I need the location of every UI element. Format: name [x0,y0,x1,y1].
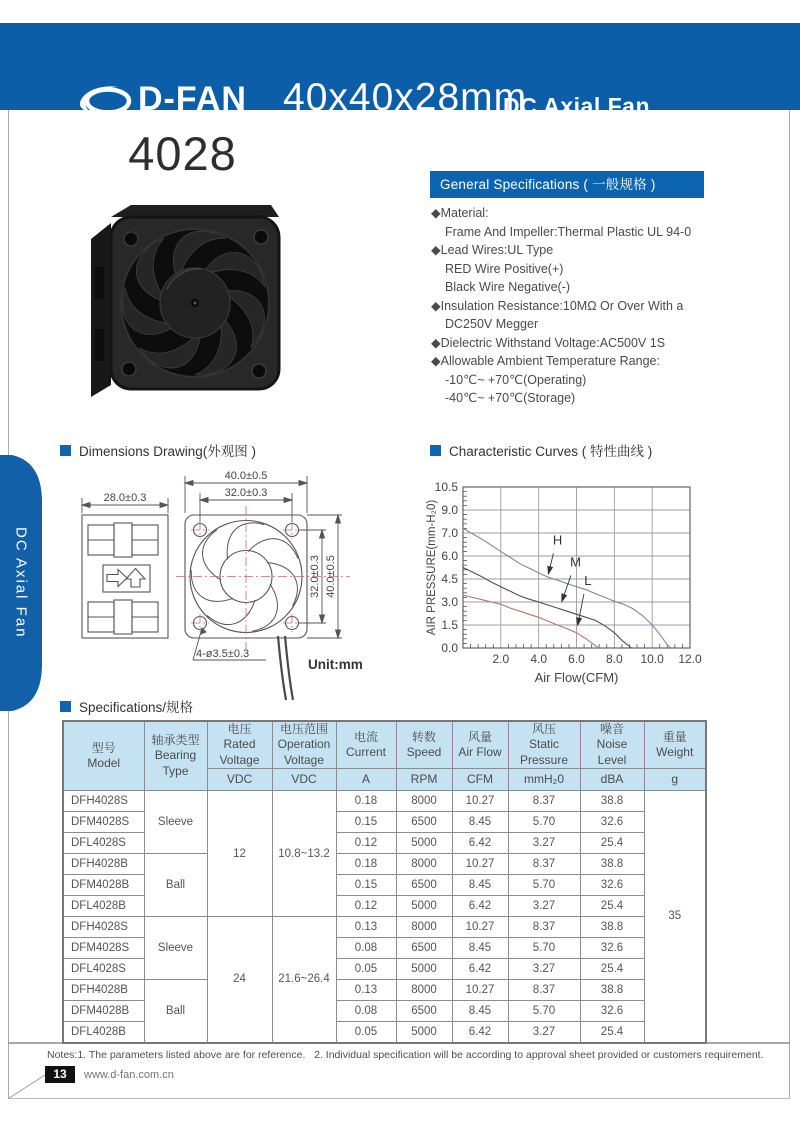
spec-item: -10℃~ +70℃(Operating) [445,372,587,387]
cell-airflow: 6.42 [452,833,508,854]
cell-model: DFM4028S [63,938,144,959]
cell-current: 0.12 [336,833,396,854]
cell-pressure: 8.37 [508,854,580,875]
y-tick-label: 7.0 [441,526,458,540]
section-title-curves [430,440,652,460]
column-unit: mmH₂0 [508,769,580,791]
cell-speed: 6500 [396,1001,452,1022]
cell-airflow: 8.45 [452,938,508,959]
column-unit: A [336,769,396,791]
cell-pressure: 5.70 [508,938,580,959]
cell-model: DFH4028B [63,980,144,1001]
brand-name: D-FAN [138,80,247,118]
spec-item: ◆Material: [431,206,489,220]
cell-current: 0.13 [336,980,396,1001]
cell-speed: 6500 [396,938,452,959]
cell-noise: 38.8 [580,791,644,812]
cell-operation-voltage: 10.8~13.2 [272,791,336,917]
y-tick-label: 10.5 [434,480,458,494]
cell-bearing: Ball [144,980,207,1043]
curve-H [463,528,671,648]
cell-weight: 35 [644,791,706,1043]
cell-airflow: 10.27 [452,791,508,812]
cell-airflow: 8.45 [452,1001,508,1022]
y-tick-label: 1.5 [441,618,458,632]
cell-speed: 5000 [396,1022,452,1043]
y-tick-label: 3.0 [441,595,458,609]
x-tick-label: 6.0 [568,652,585,666]
cell-pressure: 5.70 [508,1001,580,1022]
cell-pressure: 5.70 [508,875,580,896]
column-header: 噪音 Noise Level [580,721,644,769]
curve-M [463,568,631,649]
column-unit: VDC [272,769,336,791]
y-tick-label: 6.0 [441,549,458,563]
curve-label-L: L [584,573,592,589]
column-header: 轴承类型 Bearing Type [144,721,207,791]
cell-noise: 25.4 [580,833,644,854]
cell-current: 0.15 [336,875,396,896]
column-header: 电压范围 Operation Voltage [272,721,336,769]
cell-model: DFH4028S [63,917,144,938]
cell-pressure: 5.70 [508,812,580,833]
column-unit: CFM [452,769,508,791]
spec-item: ◆Lead Wires:UL Type [431,243,554,257]
cell-speed: 8000 [396,917,452,938]
column-header: 转数 Speed [396,721,452,769]
spec-item: RED Wire Positive(+) [445,261,564,276]
cell-noise: 25.4 [580,896,644,917]
page-number-badge: 13 [45,1066,75,1083]
x-tick-label: 12.0 [678,652,702,666]
cell-model: DFL4028B [63,1022,144,1043]
cell-pressure: 3.27 [508,833,580,854]
cell-noise: 32.6 [580,1001,644,1022]
page-title-type: DC Axial Fan [503,93,651,119]
cell-speed: 5000 [396,896,452,917]
blue-square-icon [60,445,71,456]
cell-speed: 8000 [396,980,452,1001]
column-unit: VDC [207,769,272,791]
model-number-heading: 4028 [128,127,237,180]
y-tick-label: 0.0 [441,641,458,655]
table-row [63,854,706,875]
dim-front-width: 40.0±0.5 [224,470,268,482]
cell-noise: 38.8 [580,854,644,875]
y-tick-label: 9.0 [441,503,458,517]
dim-hole-spacing-v: 32.0±0.3 [309,555,321,598]
column-header: 电压 Rated Voltage [207,721,272,769]
sidebar-tab [0,455,42,711]
dim-hole-spacing-h: 32.0±0.3 [224,487,268,499]
cell-model: DFM4028B [63,875,144,896]
cell-pressure: 8.37 [508,980,580,1001]
section-title-dimensions [60,440,256,460]
page-title-size: 40x40x28mm [283,76,528,119]
cell-model: DFL4028B [63,896,144,917]
cell-bearing: Ball [144,854,207,917]
cell-noise: 32.6 [580,875,644,896]
cell-current: 0.18 [336,791,396,812]
characteristic-curves-chart [424,462,800,704]
cell-pressure: 3.27 [508,896,580,917]
cell-speed: 8000 [396,791,452,812]
cell-noise: 25.4 [580,1022,644,1043]
brand-logo [78,80,247,119]
cell-model: DFL4028S [63,959,144,980]
y-tick-label: 4.5 [441,572,458,586]
cell-airflow: 8.45 [452,875,508,896]
cell-noise: 32.6 [580,938,644,959]
cell-current: 0.18 [336,854,396,875]
spec-item: Frame And Impeller:Thermal Plastic UL 94-0 [445,224,692,239]
spec-item: -40℃~ +70℃(Storage) [445,391,576,405]
cell-airflow: 6.42 [452,959,508,980]
cell-model: DFM4028B [63,1001,144,1022]
sidebar-label: DC Axial Fan [12,527,30,639]
table-head [63,721,706,791]
cell-pressure: 8.37 [508,917,580,938]
curve-label-M: M [570,554,581,570]
section-title-label: Dimensions Drawing(外观图 ) [79,444,257,459]
spec-item: DC250V Megger [445,317,539,331]
spec-item: ◆Allowable Ambient Temperature Range: [431,354,660,368]
fan-product-image [83,197,287,407]
column-header: 风量 Air Flow [452,721,508,769]
cell-bearing: Sleeve [144,791,207,854]
cell-model: DFM4028S [63,812,144,833]
cell-noise: 38.8 [580,980,644,1001]
cell-airflow: 6.42 [452,896,508,917]
cell-current: 0.08 [336,938,396,959]
x-tick-label: 8.0 [605,652,623,666]
cell-airflow: 10.27 [452,980,508,1001]
cell-pressure: 8.37 [508,791,580,812]
section-title-label: Specifications/规格 [79,700,194,715]
column-header: 电流 Current [336,721,396,769]
cell-airflow: 10.27 [452,854,508,875]
cell-model: DFH4028B [63,854,144,875]
dim-side-width: 28.0±0.3 [103,492,147,504]
table-body [63,791,706,1043]
curve-label-H: H [552,532,563,548]
cell-current: 0.13 [336,917,396,938]
cell-noise: 32.6 [580,812,644,833]
cell-speed: 8000 [396,854,452,875]
cell-current: 0.12 [336,896,396,917]
cell-current: 0.08 [336,1001,396,1022]
website-text: www.d-fan.com.cn [84,1069,174,1081]
table-row [63,791,706,812]
notes-text: Notes:1. The parameters listed above are for reference. 2. Individual specification will be according to approval sheet provided or customers requirement. [47,1049,764,1061]
x-tick-label: 2.0 [492,652,510,666]
general-specs-list [431,204,786,408]
cell-rated-voltage: 24 [207,917,272,1043]
cell-model: DFH4028S [63,791,144,812]
column-header: 风压 Static Pressure [508,721,580,769]
cell-airflow: 8.45 [452,812,508,833]
spec-item: ◆Insulation Resistance:10MΩ Or Over With a [431,298,684,313]
x-tick-label: 10.0 [640,652,664,666]
specifications-table [62,720,707,1044]
cell-airflow: 10.27 [452,917,508,938]
cell-current: 0.05 [336,1022,396,1043]
cell-rated-voltage: 12 [207,791,272,917]
cell-airflow: 6.42 [452,1022,508,1043]
dim-front-height: 40.0±0.5 [325,555,337,598]
cell-pressure: 3.27 [508,959,580,980]
cell-speed: 5000 [396,833,452,854]
spec-item: ◆Dielectric Withstand Voltage:AC500V 1S [431,335,666,350]
header-band [0,23,800,119]
x-tick-label: 4.0 [530,652,548,666]
blue-square-icon [430,445,441,456]
column-unit: g [644,769,706,791]
column-unit: dBA [580,769,644,791]
dim-unit-label: Unit:mm [308,657,363,672]
cell-pressure: 3.27 [508,1022,580,1043]
spec-item: Black Wire Negative(-) [445,280,571,294]
cell-noise: 38.8 [580,917,644,938]
column-header: 型号 Model [63,721,144,791]
cell-bearing: Sleeve [144,917,207,980]
cell-operation-voltage: 21.6~26.4 [272,917,336,1043]
x-axis-label: Air Flow(CFM) [534,670,619,685]
table-row [63,917,706,938]
swoosh-icon [78,82,134,118]
cell-speed: 6500 [396,812,452,833]
specifications-table-wrap [62,720,705,1044]
cell-current: 0.15 [336,812,396,833]
column-header: 重量 Weight [644,721,706,769]
dimensions-drawing [50,462,422,704]
cell-noise: 25.4 [580,959,644,980]
dim-hole-callout: 4-ø3.5±0.3 [196,648,250,660]
cell-speed: 6500 [396,875,452,896]
cell-speed: 5000 [396,959,452,980]
table-row [63,980,706,1001]
cell-current: 0.05 [336,959,396,980]
section-title-label: Characteristic Curves ( 特性曲线 ) [449,444,653,459]
cell-model: DFL4028S [63,833,144,854]
column-unit: RPM [396,769,452,791]
general-specs-header: General Specifications ( 一般规格 ) [430,171,704,198]
y-axis-label: AIR PRESSURE(mm-H₂0) [426,499,438,636]
